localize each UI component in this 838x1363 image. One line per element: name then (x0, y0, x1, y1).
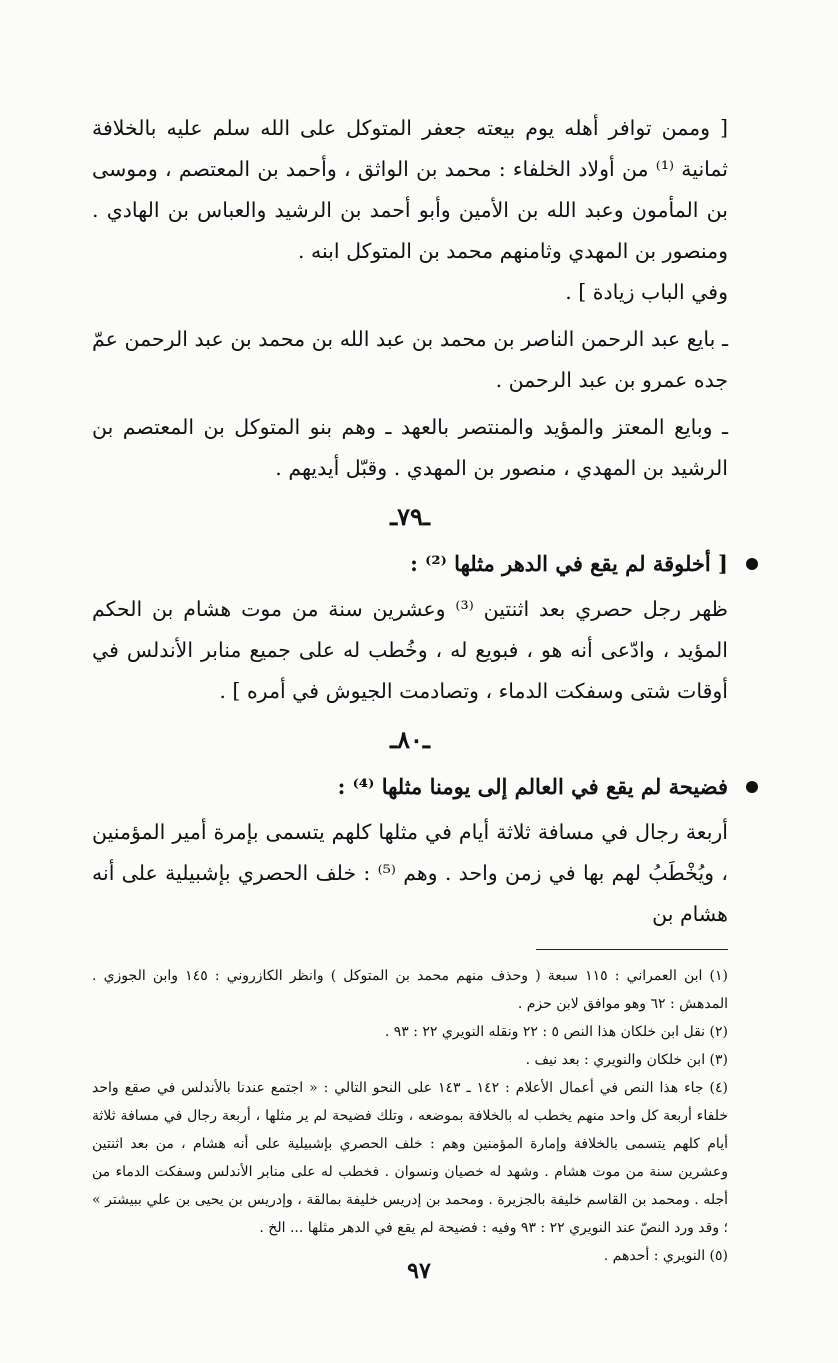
paragraph-bay-b: ـ وبايع المعتز والمؤيد والمنتصر بالعهد ـ وهم بنو المتوكل بن المعتصم بن الرشيد بن المهدي ، منصور بن المهدي . وقبّل أيديهم . (92, 415, 728, 480)
bullet-icon (746, 558, 758, 570)
page-text (92, 108, 728, 1270)
section-heading-text: فضيحة لم يقع في العالم إلى يومنا مثلها ⁽⁴⁾ : (337, 774, 728, 799)
footnote-5: (٥) النويري : أحدهم . (603, 1248, 728, 1264)
paragraph-bay-a: ـ بايع عبد الرحمن الناصر بن محمد بن عبد الله بن محمد بن عبد الرحمن عمّ جده عمرو بن عبد الرحمن . (92, 327, 728, 392)
paragraph-hisham-claimant: ظهر رجل حصري بعد اثنتين ⁽³⁾ وعشرين سنة من موت هشام بن الحكم المؤيد ، وادّعى أنه هو ، فبويع له ، وخُطب له على جميع منابر الأندلس في أوقات شتى وسفكت الدماء ، وتصادمت الجيوش في أمره ] . (92, 597, 728, 703)
footnote-2: (٢) نقل ابن خلكان هذا النص ٥ : ٢٢ ونقله النويري ٢٢ : ٩٣ . (384, 1024, 728, 1040)
footnotes (92, 962, 728, 1270)
page-number: ٩٧ (407, 1258, 431, 1284)
footnote-1: (١) ابن العمراني : ١١٥ سبعة ( وحذف منهم محمد بن المتوكل ) وانظر الكازروني : ١٤٥ وابن الجوزي . المدهش : ٦٢ وهو موافق لابن حزم . (92, 968, 728, 1012)
section-heading-80 (92, 766, 728, 808)
footnote-divider (536, 949, 728, 950)
paragraph-caliphs: [ وممن توافر أهله يوم بيعته جعفر المتوكل على الله سلم عليه بالخلافة ثمانية ⁽¹⁾ من أولاد الخلفاء : محمد بن الواثق ، وأحمد بن المعتصم ، وموسى بن المأمون وعبد الله بن الأمين وأبو أحمد بن الرشيد والعباس بن الهادي . ومنصور بن المهدي وثامنهم محمد بن المتوكل ابنه . (92, 116, 728, 263)
bullet-icon (746, 781, 758, 793)
paragraph-addition: وفي الباب زيادة ] . (565, 280, 728, 304)
section-number-79: ـ٧٩ـ (390, 502, 430, 531)
section-number-80: ـ٨٠ـ (390, 725, 430, 754)
main-text (92, 108, 728, 935)
footnote-3: (٣) ابن خلكان والنويري : بعد نيف . (525, 1052, 728, 1068)
section-heading-79 (92, 543, 728, 585)
section-heading-text: [ أخلوقة لم يقع في الدهر مثلها ⁽²⁾ : (410, 551, 728, 576)
paragraph-four-caliphs: أربعة رجال في مسافة ثلاثة أيام في مثلها كلهم يتسمى بإمرة أمير المؤمنين ، ويُخْطَبُ لهم بها في زمن واحد . وهم ⁽⁵⁾ : خلف الحصري بإشبيلية على أنه هشام بن (92, 820, 728, 926)
footnote-4: (٤) جاء هذا النص في أعمال الأعلام : ١٤٢ ـ ١٤٣ على النحو التالي : « اجتمع عندنا بالأندلس في صقع واحد خلفاء أربعة كل واحد منهم يخطب له بالخلافة بموضعه ، وتلك فضيحة لم ير مثلها ، أربعة رجال في مسافة ثلاثة أيام كلهم يتسمى بالخلافة وإمارة المؤمنين وهم : خلف الحصري بإشبيلية على أنه هشام ، من بعد اثنتين وعشرين سنة من موت هشام . وشهد له خصيان ونسوان . فخطب له على منابر الأندلس وسفكت الدماء من أجله . ومحمد بن القاسم خليفة بالجزيرة . ومحمد بن إدريس خليفة بمالقة ، وإدريس بن يحيى بن علي ببيشتر » ؛ وقد ورد النصّ عند النويري ٢٢ : ٩٣ وفيه : فضيحة لم يقع في الدهر مثلها ... الخ . (92, 1080, 728, 1236)
